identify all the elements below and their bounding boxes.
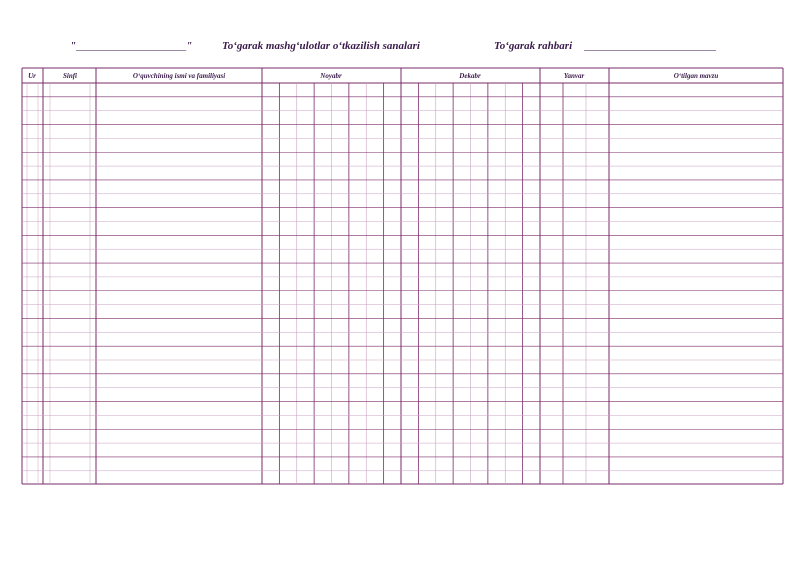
sheet-title: To‘garak mashg‘ulotlar o‘tkazilish sanalari — [222, 40, 420, 52]
leader-label: To‘garak rahbari — [494, 40, 573, 52]
col-header-student: O‘quvchining ismi va familiyasi — [132, 72, 226, 80]
col-header-month-2: Dekabr — [459, 72, 481, 80]
table-grid — [22, 68, 783, 484]
leader-name-blank: ________________________ — [584, 40, 716, 52]
col-header-class: Sinfi — [62, 72, 78, 80]
group-name-blank: "____________________" — [70, 40, 193, 52]
col-header-month-3: Yanvar — [563, 72, 585, 80]
col-header-topic: O‘tilgan mavzu — [673, 72, 719, 80]
col-header-month-1: Noyabr — [320, 72, 342, 80]
col-header-number: Ur — [28, 72, 36, 80]
